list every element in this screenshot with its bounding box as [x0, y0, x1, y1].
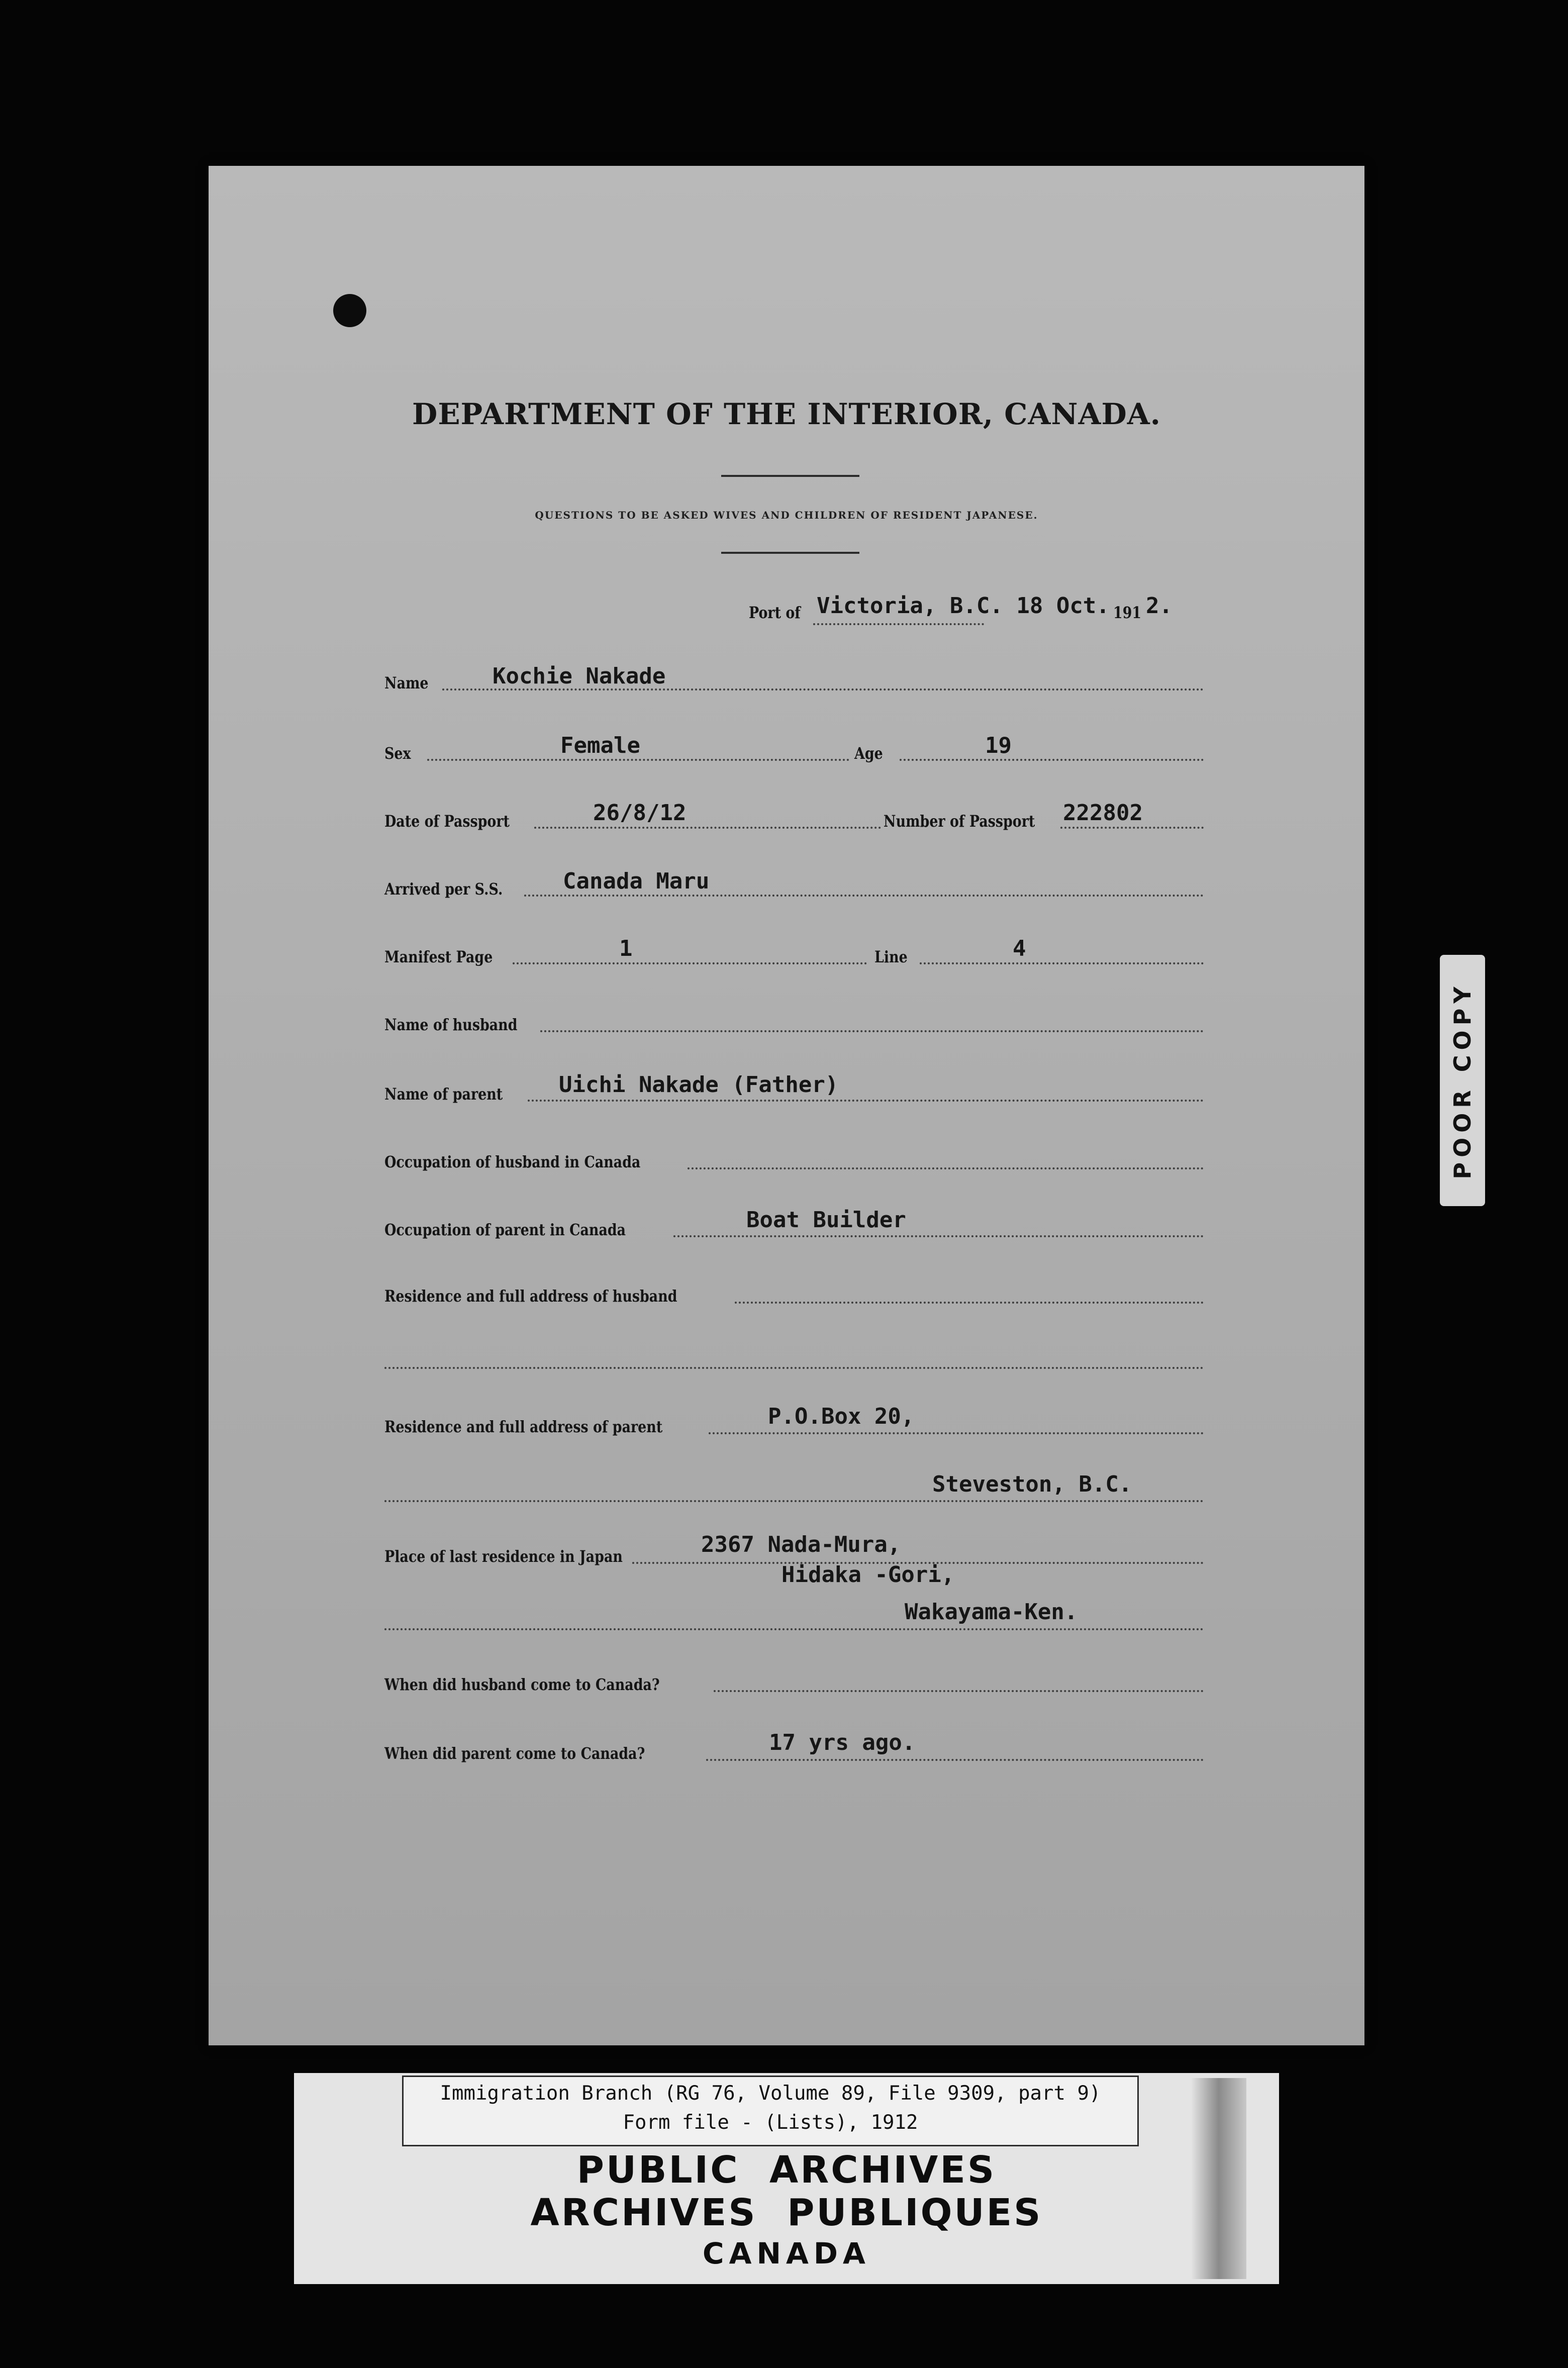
poor-copy-stamp: [1440, 955, 1485, 1206]
passport-date-value: 26/8/12: [593, 800, 687, 826]
page-title: DEPARTMENT OF THE INTERIOR, CANADA.: [412, 397, 1161, 431]
parent-arrival-dots: [706, 1759, 1204, 1761]
line-value: 4: [1013, 936, 1026, 961]
divider: [721, 475, 859, 477]
line-dots: [920, 962, 1204, 964]
name-label: Name: [384, 673, 429, 693]
archives-line-1: PUBLIC ARCHIVES: [576, 2148, 997, 2192]
passport-number-dots: [1060, 827, 1204, 829]
sex-value: Female: [560, 733, 640, 758]
husband-name-dots: [540, 1030, 1204, 1032]
reference-line-1: Immigration Branch (RG 76, Volume 89, File 9309, part 9): [440, 2082, 1101, 2105]
husband-address-dots: [735, 1302, 1204, 1304]
immigration-form-page: [209, 166, 1364, 2045]
passport-number-value: 222802: [1063, 800, 1143, 826]
archive-reference-slip: [402, 2076, 1139, 2146]
husband-address-label: Residence and full address of husband: [384, 1287, 677, 1306]
port-dots: [813, 623, 984, 625]
parent-name-value: Uichi Nakade (Father): [559, 1072, 839, 1098]
last-residence-dots-2: [384, 1628, 1204, 1630]
sex-dots: [427, 759, 849, 761]
husband-occupation-label: Occupation of husband in Canada: [384, 1152, 641, 1171]
arrived-label: Arrived per S.S.: [384, 879, 503, 899]
divider: [721, 552, 859, 554]
passport-number-label: Number of Passport: [884, 812, 1035, 831]
parent-arrival-value: 17 yrs ago.: [769, 1730, 916, 1755]
last-residence-line1: 2367 Nada-Mura,: [701, 1532, 901, 1557]
age-dots: [900, 759, 1204, 761]
line-label: Line: [874, 947, 908, 966]
parent-occupation-dots: [673, 1235, 1204, 1237]
parent-occupation-label: Occupation of parent in Canada: [384, 1220, 626, 1239]
parent-address-dots-2: [384, 1500, 1204, 1502]
last-residence-line2: Hidaka -Gori,: [781, 1562, 955, 1588]
punch-hole: [333, 294, 366, 327]
form-subtitle: QUESTIONS TO BE ASKED WIVES AND CHILDREN OF RESIDENT JAPANESE.: [535, 509, 1038, 521]
age-value: 19: [985, 733, 1012, 758]
parent-name-dots: [528, 1100, 1204, 1102]
port-label: Port of: [749, 603, 801, 622]
passport-date-label: Date of Passport: [384, 812, 510, 831]
archives-line-3: CANADA: [703, 2236, 870, 2271]
archives-line-2: ARCHIVES PUBLIQUES: [530, 2191, 1043, 2234]
manifest-page-dots: [513, 962, 867, 964]
husband-arrival-label: When did husband come to Canada?: [384, 1675, 660, 1694]
reference-line-2: Form file - (Lists), 1912: [623, 2111, 918, 2134]
passport-date-dots: [534, 827, 881, 829]
parent-address-line2: Steveston, B.C.: [932, 1471, 1132, 1497]
husband-arrival-dots: [714, 1690, 1204, 1692]
name-value: Kochie Nakade: [493, 663, 666, 689]
arrived-dots: [524, 895, 1204, 897]
parent-name-label: Name of parent: [384, 1084, 503, 1104]
husband-occupation-dots: [688, 1167, 1204, 1169]
husband-name-label: Name of husband: [384, 1015, 518, 1034]
husband-address-dots-2: [384, 1367, 1204, 1369]
manifest-page-value: 1: [619, 936, 633, 961]
last-residence-label: Place of last residence in Japan: [384, 1547, 623, 1566]
last-residence-line3: Wakayama-Ken.: [905, 1599, 1078, 1625]
parent-arrival-label: When did parent come to Canada?: [384, 1744, 645, 1763]
year-prefix: 191: [1113, 603, 1142, 622]
parent-address-label: Residence and full address of parent: [384, 1417, 663, 1436]
year-suffix: 2.: [1146, 593, 1172, 619]
port-value: Victoria, B.C. 18 Oct.: [817, 593, 1110, 619]
stamp-text: POOR COPY: [1449, 981, 1476, 1179]
arrived-value: Canada Maru: [563, 868, 710, 894]
parent-address-line1: P.O.Box 20,: [768, 1404, 915, 1429]
age-label: Age: [854, 744, 883, 763]
parent-address-dots: [709, 1432, 1204, 1434]
manifest-page-label: Manifest Page: [384, 947, 493, 966]
parent-occupation-value: Boat Builder: [746, 1207, 906, 1233]
sex-label: Sex: [384, 744, 411, 763]
